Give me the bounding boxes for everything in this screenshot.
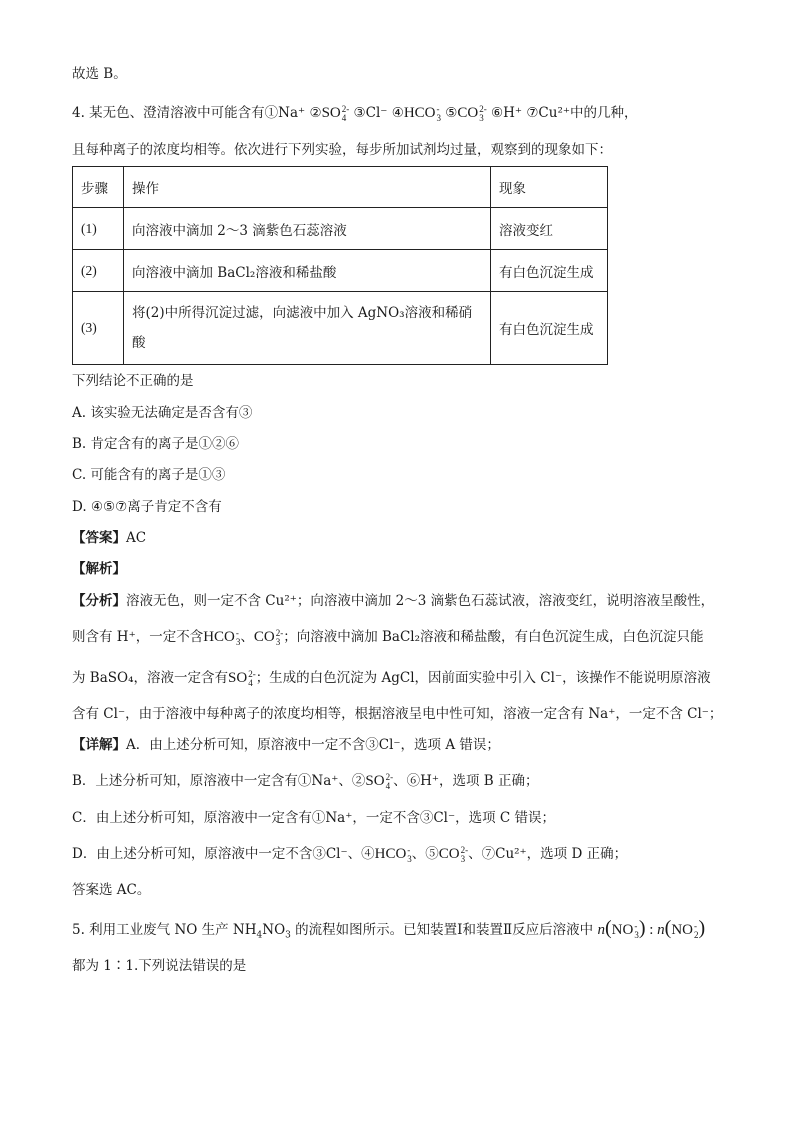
ion-carbonate: CO 2- 3 (253, 627, 284, 647)
analysis-line4: 含有 Cl⁻，由于溶液中每种离子的浓度均相等，根据溶液呈电中性可知，溶液一定含有 Na⁺，一定不含 Cl⁻； (72, 706, 723, 722)
detail-tag: 【详解】 (72, 737, 126, 753)
option-c: C. 可能含有的离子是①③ (72, 467, 226, 483)
analysis-line3: 为 BaSO₄，溶液一定含有SO 2- 4 ；生成的白色沉淀为 AgCl，因前面实验中引入 Cl⁻，该操作不能说明原溶液 (72, 668, 711, 688)
table-cell-operation: 向溶液中滴加 BaCl₂溶液和稀盐酸 (124, 250, 491, 292)
conclusion: 答案选 AC。 (72, 882, 151, 898)
table-header-step: 步骤 (73, 167, 124, 208)
q4-stem-line1: 4. 某无色、澄清溶液中可能含有①Na⁺ ②SO 2- 4 ③Cl⁻ ④HCO - 3 ⑤CO 2- 3 ⑥H⁺ ⑦Cu²⁺中的几种， (72, 103, 638, 123)
table-cell-step: (2) (73, 250, 124, 292)
ion-bicarbonate: HCO - 3 (403, 103, 441, 123)
table-cell-result: 有白色沉淀生成 (491, 292, 608, 365)
q4-stem-prefix: 4. 某无色、澄清溶液中可能含有①Na⁺ ② (72, 105, 322, 121)
table-header-row (73, 167, 608, 208)
table-row (73, 208, 608, 250)
fenxi-tag: 【分析】 (72, 593, 126, 609)
answer-tag: 【答案】 (72, 530, 126, 546)
ion-bicarbonate: HCO - 3 (374, 844, 412, 864)
table-header-operation: 操作 (124, 167, 491, 208)
previous-answer: 故选 B。 (72, 66, 127, 82)
table-cell-result: 溶液变红 (491, 208, 608, 250)
option-a: A. 该实验无法确定是否含有③ (72, 405, 253, 421)
table-row (73, 292, 608, 365)
ion-sulfate: SO 2- 4 (365, 771, 394, 791)
option-b: B. 肯定含有的离子是①②⑥ (72, 436, 240, 452)
ratio-expression: n(NO - 3 ) : n(NO - 2 ) (597, 917, 706, 940)
q5-stem-line2: 都为 1∶1.下列说法错误的是 (72, 958, 247, 974)
q4-question: 下列结论不正确的是 (72, 373, 194, 389)
table-cell-step: (3) (73, 292, 124, 365)
answer-line (72, 528, 146, 548)
analysis-tag: 【解析】 (72, 561, 126, 577)
answer-value: AC (126, 530, 147, 546)
table-cell-step: (1) (73, 208, 124, 250)
detail-a: 【详解】A．由上述分析可知，原溶液中一定不含③Cl⁻，选项 A 错误； (72, 737, 500, 753)
table-row (73, 250, 608, 292)
detail-d: D．由上述分析可知，原溶液中一定不含③Cl⁻、④HCO - 3 、⑤CO 2- 3 、⑦Cu²⁺，选项 D 正确； (72, 844, 628, 864)
detail-c: C．由上述分析可知，原溶液中一定含有①Na⁺，一定不含③Cl⁻，选项 C 错误； (72, 810, 555, 826)
ion-bicarbonate: HCO - 3 (203, 627, 241, 647)
table-cell-result: 有白色沉淀生成 (491, 250, 608, 292)
analysis-line1: 【分析】溶液无色，则一定不含 Cu²⁺；向溶液中滴加 2～3 滴紫色石蕊试液，溶液变红，说明溶液呈酸性， (72, 593, 715, 609)
table-header-result: 现象 (491, 167, 608, 208)
analysis-line2: 则含有 H⁺，一定不含HCO - 3 、CO 2- 3 ；向溶液中滴加 BaCl₂溶液和稀盐酸，有白色沉淀生成，白色沉淀只能 (72, 627, 704, 647)
ion-carbonate: CO 2- 3 (457, 103, 487, 123)
option-d: D. ④⑤⑦离子肯定不含有 (72, 499, 222, 515)
ion-sulfate: SO 2- 4 (228, 668, 256, 688)
q5-stem-line1: 5. 利用工业废气 NO 生产 $NH_4NO_3$ 的流程如图所示。已知装置Ⅰ和装置Ⅱ反应后溶液中 n(NO - 3 ) : n(NO - 2 ) (72, 917, 706, 941)
detail-b: B．上述分析可知，原溶液中一定含有①Na⁺、②SO 2- 4 、⑥H⁺，选项 B 正确； (72, 771, 539, 791)
ion-carbonate: CO 2- 3 (438, 844, 469, 864)
table-cell-operation: 向溶液中滴加 2～3 滴紫色石蕊溶液 (124, 208, 491, 250)
table-cell-operation: 将(2)中所得沉淀过滤，向滤液中加入 AgNO₃溶液和稀硝 酸 (124, 292, 491, 365)
experiment-table (72, 166, 608, 365)
q4-stem-line2: 且每种离子的浓度均相等。依次进行下列实验，每步所加试剂均过量，观察到的现象如下： (72, 142, 612, 158)
ion-sulfate: SO 2- 4 (321, 103, 350, 123)
